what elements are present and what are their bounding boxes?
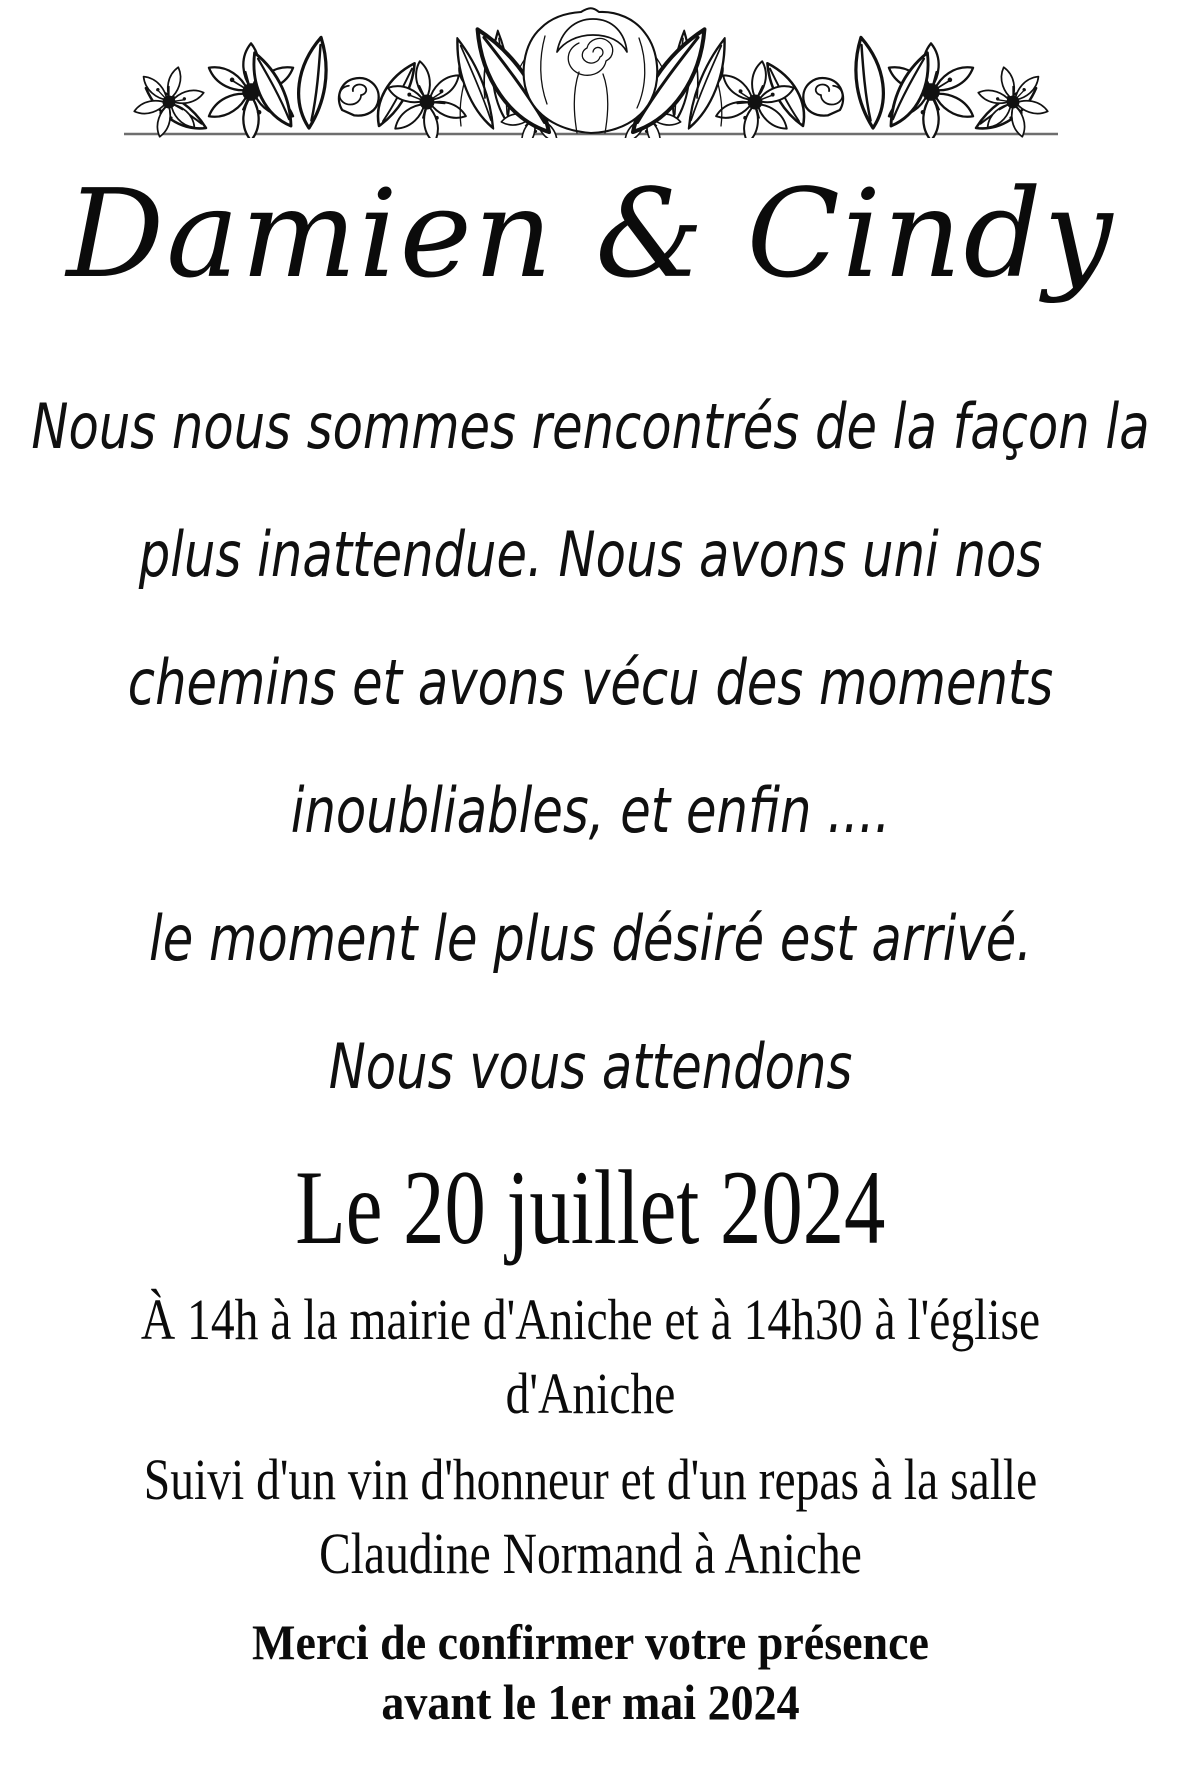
rsvp-note-line: Merci de confirmer votre présence [252, 1614, 929, 1670]
reception-details-line: Claudine Normand à Aniche [319, 1520, 862, 1586]
rsvp-note-line: avant le 1er mai 2024 [381, 1674, 800, 1730]
flowers-icon [121, 6, 1061, 138]
ceremony-details-line: d'Aniche [505, 1360, 676, 1426]
story-line: plus inattendue. Nous avons uni nos [138, 517, 1043, 591]
story-line: Nous vous attendons [328, 1029, 853, 1103]
reception-details [0, 1442, 1181, 1590]
story-line: chemins et avons vécu des moments [127, 645, 1054, 719]
couple-names: Damien & Cindy [66, 163, 1115, 305]
story-line: Nous nous sommes rencontrés de la façon la [31, 389, 1150, 463]
reception-details-line: Suivi d'un vin d'honneur et d'un repas à la salle [143, 1446, 1038, 1512]
floral-header-decoration [121, 6, 1061, 138]
rose-icon [523, 8, 657, 133]
rsvp-note [0, 1612, 1181, 1732]
story-text [0, 362, 1181, 1130]
ceremony-details-line: À 14h à la mairie d'Aniche et à 14h30 à l'église [140, 1286, 1041, 1352]
story-line: le moment le plus désiré est arrivé. [148, 901, 1033, 975]
wedding-date: Le 20 juillet 2024 [295, 1149, 886, 1266]
ceremony-details [0, 1282, 1181, 1430]
story-line: inoubliables, et enfin .... [290, 773, 891, 847]
